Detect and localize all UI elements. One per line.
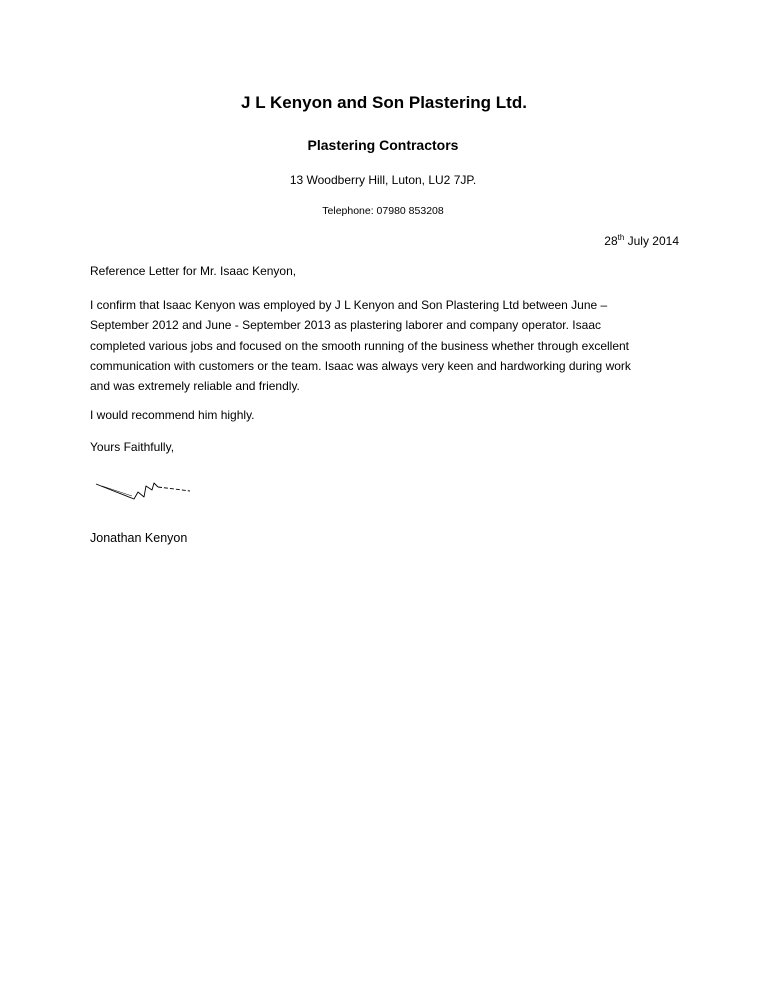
signature-icon <box>94 478 194 504</box>
company-address <box>0 173 768 187</box>
company-telephone-text: Telephone: 07980 853208 <box>322 205 444 217</box>
body-line: I confirm that Isaac Kenyon was employed by J L Kenyon and Son Plastering Ltd between June – <box>90 298 608 312</box>
company-subtitle-text: Plastering Contractors <box>307 137 459 153</box>
company-subtitle <box>0 137 768 153</box>
body-line: and was extremely reliable and friendly. <box>90 379 300 394</box>
letter-closing: Yours Faithfully, <box>90 440 175 454</box>
body-line: September 2012 and June - September 2013 as plastering laborer and company operator. Isaac <box>90 318 601 333</box>
signer-name: Jonathan Kenyon <box>90 531 188 545</box>
date-day: 28 <box>604 234 618 248</box>
body-line: completed various jobs and focused on the smooth running of the business whether through excellent <box>90 338 630 353</box>
company-name-text: J L Kenyon and Son Plastering Ltd. <box>241 93 527 112</box>
letter-date <box>604 234 679 248</box>
company-name <box>0 93 768 113</box>
date-rest: July 2014 <box>624 234 679 248</box>
letter-subject: Reference Letter for Mr. Isaac Kenyon, <box>90 264 297 278</box>
letter-body <box>90 295 680 396</box>
company-telephone <box>0 205 768 217</box>
date-suffix: th <box>617 233 625 242</box>
company-address-text: 13 Woodberry Hill, Luton, LU2 7JP. <box>289 173 477 187</box>
letter-recommendation: I would recommend him highly. <box>90 408 255 422</box>
body-line: communication with customers or the team. Isaac was always very keen and hardworking during work <box>90 358 631 373</box>
